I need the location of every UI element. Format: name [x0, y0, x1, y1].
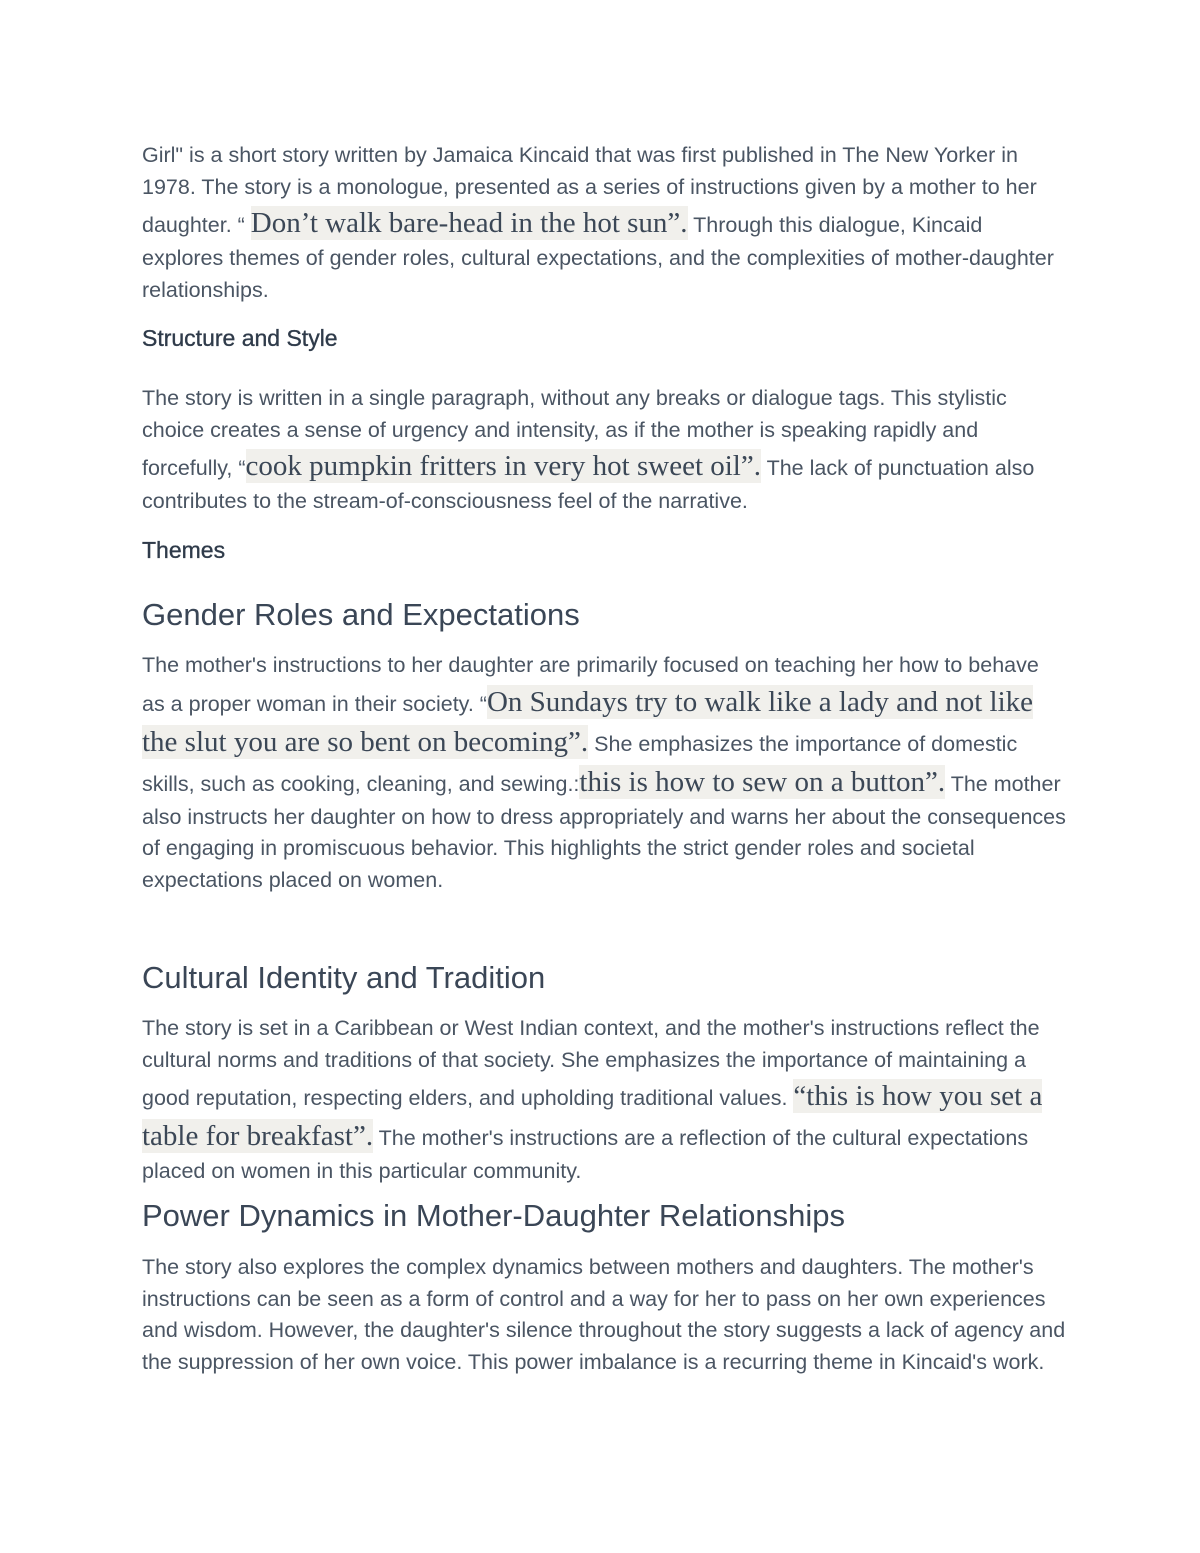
cultural-text-after: The mother's instructions are a reflection of the cultural expectations placed on women in this particular community. [142, 1126, 1029, 1183]
gender-text-2: She emphasizes the importance of domestic skills, such as cooking, cleaning, and sewing.: [142, 731, 1018, 796]
structure-paragraph [142, 383, 1067, 518]
themes-heading: Themes [142, 537, 226, 563]
intro-text-after: Through this dialogue, Kincaid explores themes of gender roles, cultural expectations, and the complexities of mother-daughter relationships. [142, 213, 1054, 302]
intro-text-before: Girl" is a short story written by Jamaica Kincaid that was first published in The New Yorker in 1978. The story is a monologue, presented as a series of instructions given by a mother to her daughter. “ [142, 143, 1037, 237]
intro-paragraph [142, 140, 1067, 306]
power-paragraph: The story also explores the complex dynamics between mothers and daughters. The mother's instructions can be seen as a form of control and a way for her to pass on her own experiences and wisdom. However, the daughter's silence throughout the story suggests a lack of agency and the suppression of her own voice. This power imbalance is a recurring theme in Kincaid's work. [142, 1255, 1066, 1374]
gender-heading: Gender Roles and Expectations [142, 597, 580, 632]
cultural-quote: “this is how you set a table for breakfast”. [142, 1080, 1043, 1152]
gender-text-1: The mother's instructions to her daughter are primarily focused on teaching her how to behave as a proper woman in their society. “ [142, 653, 1039, 716]
cultural-text-before: The story is set in a Caribbean or West Indian context, and the mother's instructions reflect the cultural norms and traditions of that society. She emphasizes the importance of maintaining a good reputation, respecting elders, and upholding traditional values. [142, 1016, 1040, 1110]
gender-quote-2: this is how to sew on a button”. [579, 765, 946, 798]
structure-heading: Structure and Style [142, 325, 338, 351]
gender-paragraph [142, 650, 1067, 896]
cultural-heading: Cultural Identity and Tradition [142, 960, 546, 995]
gender-text-3: The mother also instructs her daughter on how to dress appropriately and warns her about the consequences of engaging in promiscuous behavior. This highlights the strict gender roles and societal expectations placed on women. [142, 771, 1066, 892]
structure-quote: cook pumpkin fritters in very hot sweet oil”. [245, 450, 761, 482]
intro-quote: Don’t walk bare-head in the hot sun”. [250, 207, 688, 239]
structure-text-after: The lack of punctuation also contributes to the stream-of-consciousness feel of the narrative. [142, 456, 1035, 513]
gender-quote-1: On Sundays try to walk like a lady and not like the slut you are so bent on becoming”. [142, 685, 1034, 758]
structure-text-before: The story is written in a single paragraph, without any breaks or dialogue tags. This stylistic choice creates a sense of urgency and intensity, as if the mother is speaking rapidly and forcefully, “ [142, 386, 1007, 480]
cultural-paragraph [142, 1013, 1067, 1188]
power-heading: Power Dynamics in Mother-Daughter Relationships [142, 1198, 845, 1233]
